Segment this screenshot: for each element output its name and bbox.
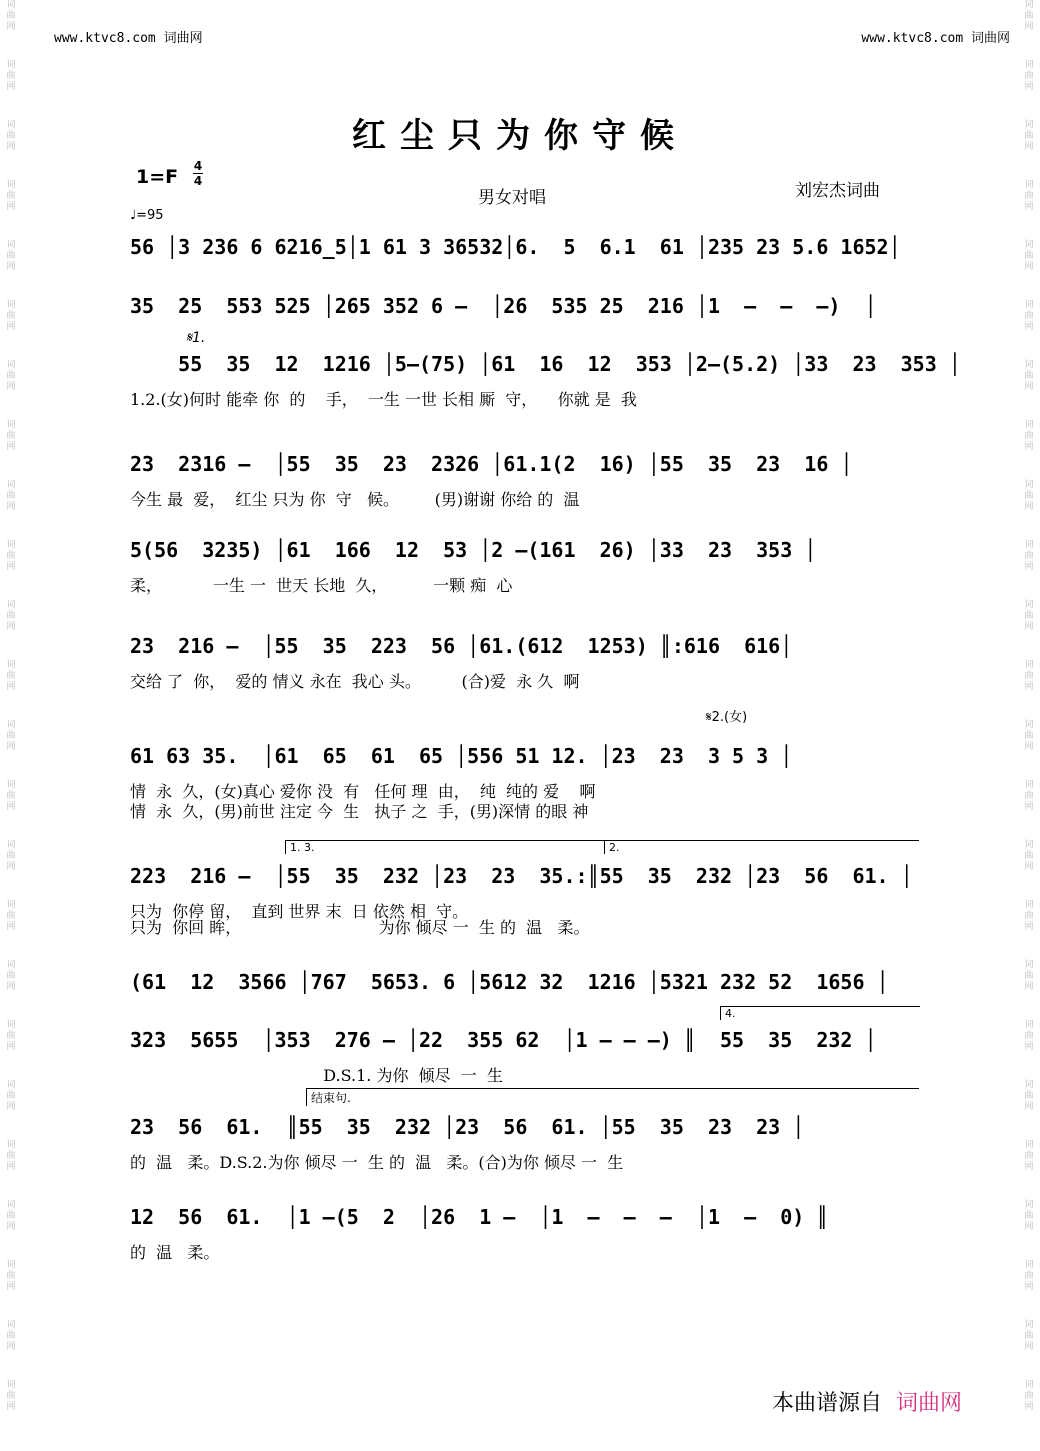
watermark-text: 词 曲 网 [1024, 600, 1034, 632]
watermark-text: 词 曲 网 [6, 120, 16, 152]
score-lyric-line: 情 永 久，(女)真心 爱你 没 有 任何 理 由， 纯 纯的 爱 啊 [130, 782, 596, 801]
watermark-text: 词 曲 网 [6, 180, 16, 212]
watermark-text: 词 曲 网 [6, 1380, 16, 1412]
watermark-text: 词 曲 网 [6, 1140, 16, 1172]
watermark-text: 词 曲 网 [1024, 780, 1034, 812]
watermark-text: 词 曲 网 [1024, 300, 1034, 332]
score-notes-line: 35 25 553 525 │265 352 6 – │26 535 25 216 │1 – – –) │ [130, 294, 877, 318]
watermark-text: 词 曲 网 [1024, 180, 1034, 212]
watermark-text: 词 曲 网 [6, 900, 16, 932]
score-lyric-line: 情 永 久，(男)前世 注定 今 生 执子 之 手，(男)深情 的眼 神 [130, 802, 589, 821]
watermark-text: 词 曲 网 [6, 1320, 16, 1352]
score-lyric-line: 交给 了 你， 爱的 情义 永在 我心 头。 (合)爱 永 久 啊 [130, 672, 580, 691]
watermark-text: 词 曲 网 [6, 420, 16, 452]
watermark-text: 词 曲 网 [1024, 1200, 1034, 1232]
watermark-text: 词 曲 网 [6, 480, 16, 512]
score-notes-line: 23 2316 – │55 35 23 2326 │61.1(2 16) │55 35 23 16 │ [130, 452, 853, 476]
score-notes-line: 223 216 – │55 35 232 │23 23 35.:║55 35 232 │23 56 61. │ [130, 864, 913, 888]
watermark-text: 词 曲 网 [6, 1200, 16, 1232]
watermark-text: 词 曲 网 [1024, 60, 1034, 92]
watermark-text: 词 曲 网 [1024, 540, 1034, 572]
score-notes-line: 55 35 12 1216 │5–(75) │61 16 12 353 │2–(5.2) │33 23 353 │ [130, 352, 961, 376]
watermark-text: 词 曲 网 [1024, 840, 1034, 872]
subtitle: 男女对唱 [478, 188, 546, 208]
watermark-text: 词 曲 网 [1024, 1260, 1034, 1292]
segno-1: 𝄋1. [186, 330, 206, 346]
score-lyric-line: 的 温 柔。D.S.2.为你 倾尽 一 生 的 温 柔。(合)为你 倾尽 一 生 [130, 1153, 624, 1172]
score-notes-line: 5(56 3235) │61 166 12 53 │2 –(161 26) │33 23 353 │ [130, 538, 817, 562]
watermark-text: 词 曲 网 [6, 840, 16, 872]
segno-2: 𝄋2.(女) [706, 710, 748, 725]
watermark-text: 词 曲 网 [6, 720, 16, 752]
volta-1-3: 1. 3. [285, 840, 605, 854]
time-signature-top: 4 [193, 159, 203, 173]
watermark-text: 词 曲 网 [1024, 120, 1034, 152]
score-notes-line: (61 12 3566 │767 5653. 6 │5612 32 1216 │5321 232 52 1656 │ [130, 970, 889, 994]
song-title: 红尘只为你守候 [352, 116, 688, 156]
watermark-text: 词 曲 网 [6, 1260, 16, 1292]
time-signature-bottom: 4 [193, 174, 203, 188]
score-notes-line: 23 216 – │55 35 223 56 │61.(612 1253) ║:616 616│ [130, 634, 793, 658]
ending-marker: 结束句. [306, 1088, 919, 1106]
score-notes-line: 56 │3 236 6 6216̲5│1 61 3 36532│6. 5 6.1 61 │235 23 5.6 1652│ [130, 235, 901, 259]
score-lyric-line: 的 温 柔。 [130, 1243, 220, 1262]
watermark-text: 词 曲 网 [1024, 0, 1034, 32]
volta-2: 2. [604, 840, 919, 854]
watermark-text: 词 曲 网 [1024, 480, 1034, 512]
score-lyric-line: 只为 你停 留， 直到 世界 末 日 依然 相 守。 [130, 902, 469, 921]
watermark-text: 词 曲 网 [6, 1020, 16, 1052]
footer-brand-link[interactable]: 词曲网 [896, 1391, 963, 1416]
watermark-text: 词 曲 网 [1024, 960, 1034, 992]
watermark-text: 词 曲 网 [6, 540, 16, 572]
watermark-text: 词 曲 网 [1024, 1380, 1034, 1412]
watermark-text: 词 曲 网 [1024, 660, 1034, 692]
footer [772, 1386, 962, 1417]
score-lyric-line: 只为 你回 眸， 为你 倾尽 一 生 的 温 柔。 [130, 918, 590, 937]
tempo-marking: ♩=95 [130, 208, 164, 223]
watermark-left [2, 0, 20, 1451]
watermark-text: 词 曲 网 [1024, 900, 1034, 932]
score-lyric-line: D.S.1. 为你 倾尽 一 生 [130, 1066, 503, 1085]
watermark-text: 词 曲 网 [1024, 360, 1034, 392]
header-right[interactable]: www.ktvc8.com 词曲网 [861, 31, 1010, 46]
score-lyric-line: 1.2.(女)何时 能牵 你 的 手， 一生 一世 长相 厮 守， 你就 是 我 [130, 390, 637, 409]
watermark-text: 词 曲 网 [1024, 240, 1034, 272]
watermark-text: 词 曲 网 [1024, 1080, 1034, 1112]
time-signature [193, 160, 203, 187]
watermark-text: 词 曲 网 [6, 780, 16, 812]
footer-source: 本曲谱源自 [772, 1391, 883, 1416]
score-lyric-line: 柔， 一生 一 世天 长地 久， 一颗 痴 心 [130, 576, 513, 595]
watermark-text: 词 曲 网 [6, 1080, 16, 1112]
composer: 刘宏杰词曲 [795, 181, 880, 201]
watermark-text: 词 曲 网 [1024, 420, 1034, 452]
watermark-text: 词 曲 网 [1024, 1320, 1034, 1352]
watermark-text: 词 曲 网 [1024, 1020, 1034, 1052]
header-left[interactable]: www.ktvc8.com 词曲网 [54, 31, 203, 46]
watermark-text: 词 曲 网 [6, 600, 16, 632]
watermark-text: 词 曲 网 [6, 660, 16, 692]
watermark-text: 词 曲 网 [1024, 1140, 1034, 1172]
watermark-text: 词 曲 网 [6, 300, 16, 332]
score-notes-line: 61 63 35. │61 65 61 65 │556 51 12. │23 23 3 5 3 │ [130, 744, 793, 768]
watermark-text: 词 曲 网 [6, 360, 16, 392]
score-notes-line: 323 5655 │353 276 – │22 355 62 │1 – – –) ║ 55 35 232 │ [130, 1028, 877, 1052]
key-signature: 1=F [136, 166, 179, 188]
watermark-right [1020, 0, 1038, 1451]
watermark-text: 词 曲 网 [6, 960, 16, 992]
watermark-text: 词 曲 网 [6, 240, 16, 272]
watermark-text: 词 曲 网 [6, 60, 16, 92]
score-notes-line: 12 56 61. │1 –(5 2 │26 1 – │1 – – – │1 – 0) ║ [130, 1205, 829, 1229]
score-notes-line: 23 56 61. ║55 35 232 │23 56 61. │55 35 23 23 │ [130, 1115, 805, 1139]
watermark-text: 词 曲 网 [6, 0, 16, 32]
score-lyric-line: 今生 最 爱， 红尘 只为 你 守 候。 (男)谢谢 你给 的 温 [130, 490, 580, 509]
watermark-text: 词 曲 网 [1024, 720, 1034, 752]
volta-4: 4. [720, 1006, 920, 1020]
